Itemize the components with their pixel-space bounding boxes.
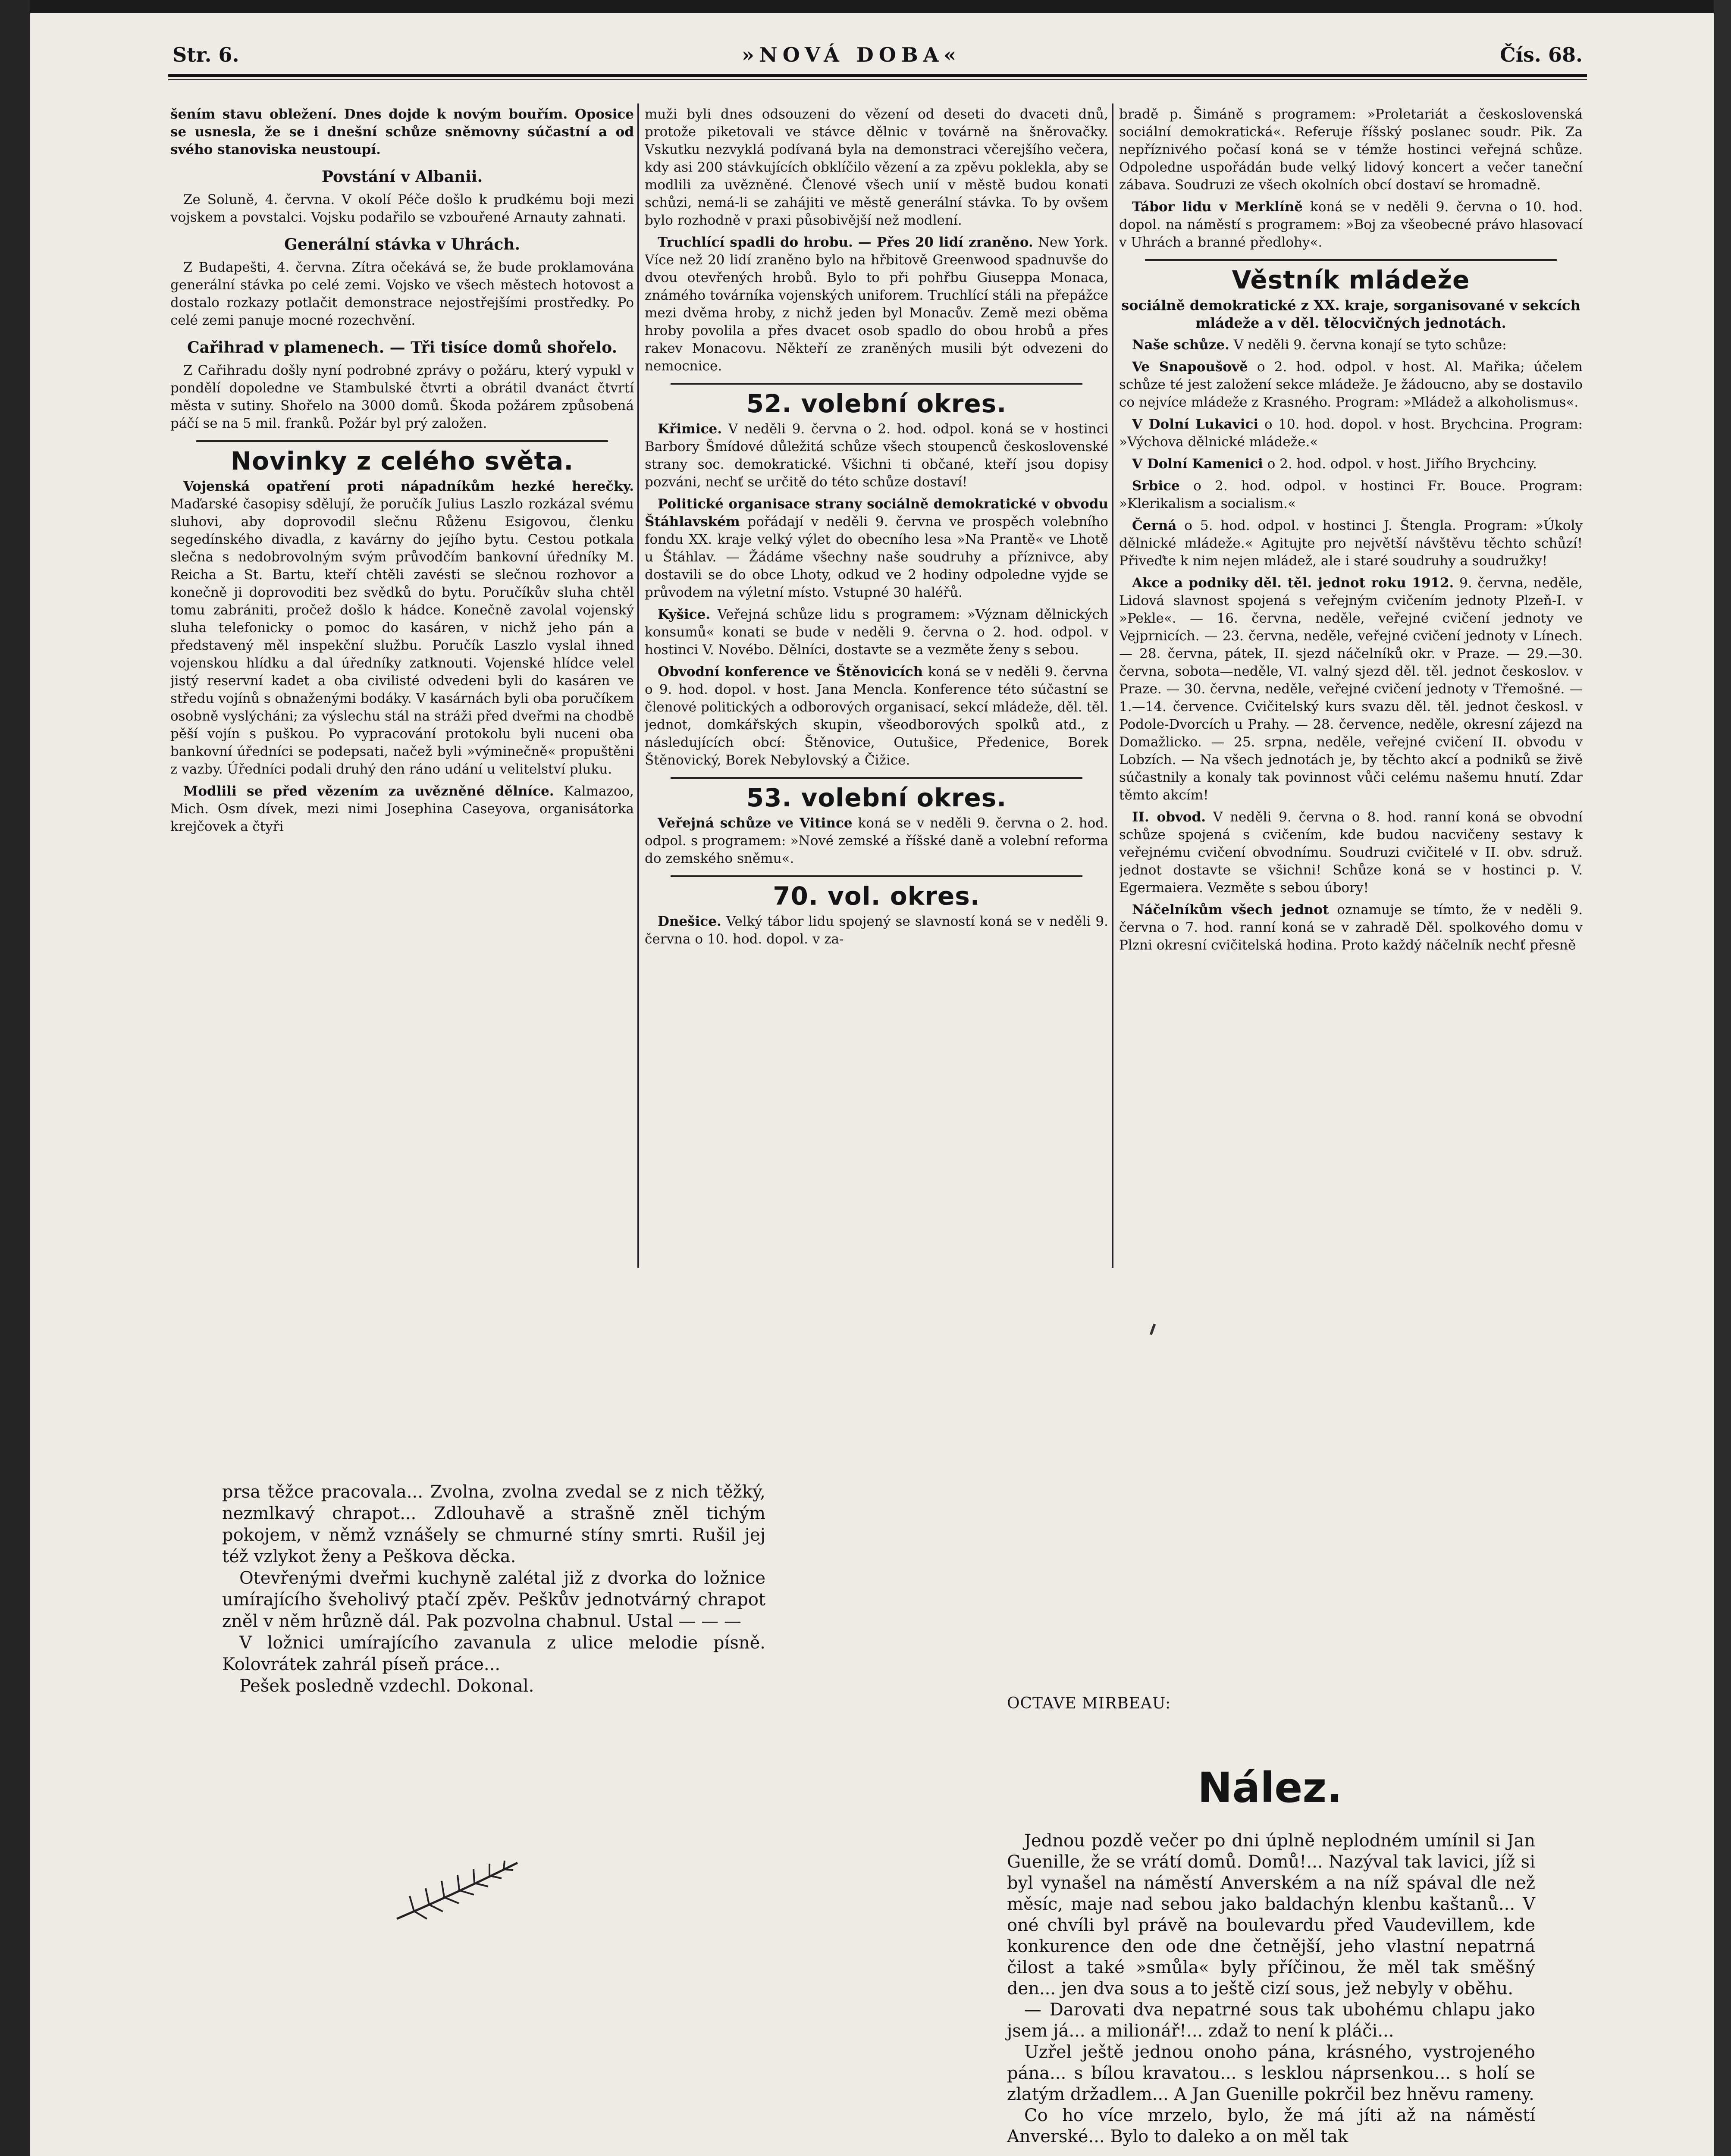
scan-edge-left bbox=[0, 0, 30, 2156]
column-divider-2 bbox=[1112, 103, 1113, 1268]
headline-srbice: Srbice bbox=[1132, 478, 1180, 494]
article-kysice: Veřejná schůze lidu s programem: »Význam dělnických konsumů« konati se bude v neděli 9. června o 2. hod. odpol. v hostinci V. Novébo. Dělníci, dostavte se a vezměte ženy s sebou. bbox=[645, 607, 1108, 658]
headline-carihrad: Cařihrad v plamenech. — Tři tisíce domů shořelo. bbox=[187, 338, 618, 357]
article-albania: Ze Soluně, 4. června. V okolí Péče došlo k prudkému boji mezi vojskem a povstalci. Vojsku podařilo se vzbouřené Arnauty zahnati. bbox=[170, 192, 634, 225]
headline-kysice: Kyšice. bbox=[658, 607, 711, 622]
section-title-okres52: 52. volební okres. bbox=[746, 389, 1007, 418]
column-3 bbox=[1119, 106, 1583, 1270]
article-tabor: koná se v neděli 9. června o 10. hod. dopol. na náměstí s programem: »Boj za všeobecné právo hlasovací v Uhrách a branné předlohy«. bbox=[1119, 199, 1583, 250]
section-title-okres53: 53. volební okres. bbox=[746, 783, 1007, 812]
column-divider-1 bbox=[637, 103, 639, 1268]
headline-nase: Naše schůze. bbox=[1132, 337, 1229, 353]
story-paragraph: prsa těžce pracovala... Zvolna, zvolna zvedal se z nich těžký, nezmlkavý chrapot... Zdlouhavě a strašně zněl tichým pokojem, v němž vznášely se chmurné stíny smrti. Rušil jej též vzlykot ženy a Peškova děcka. bbox=[222, 1482, 765, 1567]
section-rule bbox=[671, 383, 1082, 385]
story-paragraph: Pešek posledně vzdechl. Dokonal. bbox=[239, 1676, 534, 1696]
article-nase: V neděli 9. června konají se tyto schůze: bbox=[1233, 337, 1507, 353]
article-carihrad: Z Cařihradu došly nyní podrobné zprávy o požáru, který vypukl v pondělí dopoledne ve Stambulské čtvrti a obrátil dvanáct čtvrtí města v sutiny. Shořelo na 3000 domů. Škoda požárem způsobená páčí se na 5 mil. franků. Požár byl prý založen. bbox=[170, 363, 634, 431]
section-rule bbox=[671, 875, 1082, 877]
column-1 bbox=[170, 106, 634, 1270]
headline-modlili: Modlili se před vězením za uvězněné dělníce. bbox=[183, 783, 554, 799]
headline-lukavice: V Dolní Lukavici bbox=[1132, 417, 1259, 432]
header-rule-thin bbox=[168, 79, 1587, 80]
story-title: Nález. bbox=[1198, 1764, 1342, 1812]
section-rule bbox=[1145, 259, 1557, 261]
headline-akce: Akce a podniky děl. těl. jednot roku 1912. bbox=[1132, 575, 1454, 591]
article-modlili: Kalmazoo, Mich. Osm dívek, mezi nimi Josephina Caseyova, organisátorka krejčovek a čtyři bbox=[170, 783, 634, 834]
article-kamenice: o 2. hod. odpol. v host. Jiřího Brychciny. bbox=[1267, 456, 1537, 472]
article-muzi: muži byli dnes odsouzeni do vězení od deseti do dvaceti dnů, protože piketovali ve stávce dělnic v továrně na šněrovačky. Vskutku nezvyklá podívaná byla na demonstraci včerejšího večera, kdy asi 200 stávkujících obklíčilo vězení a za zpěvu poklekla, aby se modlili za uvězněné. Členové všech unií v městě budou konati schůzi, nemá-li se zahájiti ve městě generální stávka. To by ovšem bylo rozhodně v praxi působivější než modlení. bbox=[645, 107, 1108, 228]
section-title-novinky: Novinky z celého světa. bbox=[230, 446, 574, 476]
article-obvod: V neděli 9. června o 8. hod. ranní koná se obvodní schůze spojená s cvičením, kde budou nacvičeny sestavy k veřejnému cvičení obvodnímu. Soudruzi cvičitelé v II. obv. sdruž. jednot dostavte se všichni! Schůze koná se v hostinci p. V. Egermaiera. Vezměte s sebou úbory! bbox=[1119, 809, 1583, 896]
article-lukavice: o 10. hod. dopol. v host. Brychcina. Program: »Výchova dělnické mládeže.« bbox=[1119, 417, 1583, 450]
section-title-okres70: 70. vol. okres. bbox=[773, 881, 980, 911]
fern-ornament-icon bbox=[388, 1854, 526, 1932]
article-nacelnikum: oznamuje se tímto, že v neděli 9. června o 7. hod. ranní koná se v zahradě Děl. spolkového domu v Plzni okresní cvičitelská hodina. Proto každý náčelník nechť přesně bbox=[1119, 902, 1583, 953]
headline-tabor: Tábor lidu v Merklíně bbox=[1132, 199, 1303, 215]
scan-edge-top bbox=[0, 0, 1731, 13]
headline-krimice: Křimice. bbox=[658, 421, 722, 437]
section-rule bbox=[671, 777, 1082, 779]
story-paragraph: Jednou pozdě večer po dni úplně neplodném umínil si Jan Guenille, že se vrátí domů. Domů!... Nazýval tak lavici, jíž si byl vynašel na náměstí Anverském a na níž spával dle než měsíc, maje nad sebou jako baldachýn klenbu kaštanů... V oné chvíli byl právě na boulevardu před Vaudevillem, kde konkurence den ode dne četnější, jeho vlastní nepatrná čilost a také »smůla« byly příčinou, že měl tak směšný den... jen dva sous a to ještě cizí sous, jež nebyly v oběhu. bbox=[1007, 1831, 1535, 1999]
headline-nacelnikum: Náčelníkům všech jednot bbox=[1132, 902, 1329, 918]
column-2 bbox=[645, 106, 1108, 1270]
masthead-title: »NOVÁ DOBA« bbox=[742, 43, 962, 66]
headline-vojenske: Vojenská opatření proti nápadníkům hezké herečky. bbox=[183, 479, 634, 494]
page-header bbox=[172, 43, 1583, 73]
headline-truchlici: Truchlící spadli do hrobu. — Přes 20 lidí zraněno. bbox=[658, 235, 1033, 250]
story-paragraph: Co ho více mrzelo, bylo, že má jíti až na náměstí Anverské... Bylo to daleko a on měl tak bbox=[1007, 2106, 1535, 2147]
article-brade: bradě p. Šimáně s programem: »Proletariát a československá sociální demokratická«. Referuje říšský poslanec soudr. Pik. Za nepříznivého počasí koná se v témže hostinci veřejná schůze. Odpoledne uspořádán bude velký lidový koncert a večer taneční zábava. Soudruzi ze všech okolních obcí dostaví se hromadně. bbox=[1119, 107, 1583, 193]
article-vitince: koná se v neděli 9. června o 2. hod. odpol. s programem: »Nové zemské a říšské daně a volební reforma do zemského sněmu«. bbox=[645, 815, 1108, 866]
story-ending bbox=[222, 1481, 765, 1697]
headline-snap: Ve Snapoušově bbox=[1132, 359, 1248, 375]
article-cerna: o 5. hod. odpol. v hostinci J. Štengla. Program: »Úkoly dělnické mládeže.« Agitujte pro největší návštěvu těchto schůzí! Přiveďte k nim nejen mládež, ale i staré soudruhy a soudružky! bbox=[1119, 518, 1583, 569]
article-akce: 9. června, neděle, Lidová slavnost spojená s veřejným cvičením jednoty Plzeň-I. v »Pekle«. — 16. června, neděle, veřejné cvičení jednoty ve Vejprnicích. — 23. června, neděle, veřejné cvičení jednoty v Línech. — 28. června, pátek, II. sjezd náčelníků okr. v Praze. — 29.—30. června, sobota—neděle, VI. valný sjezd děl. těl. jednot českoslov. v Praze. — 30. června, neděle, veřejné cvičení jednoty v Třemošné. — 1.—14. července. Cvičitelský kurs svazu děl. těl. jednot českosl. v Podole-Dvorcích u Prahy. — 28. července, neděle, okresní zájezd na Domažlicko. — 25. srpna, neděle, veřejné cvičení II. obvodu v Lobzích. — Na všech jednotách je, by těchto akcí a podniků se živě súčastnily a konaly tak povinnost vůči celému našemu hnutí. Zdar těmto akcím! bbox=[1119, 575, 1583, 803]
story-paragraph: — Darovati dva nepatrné sous tak ubohému chlapu jako jsem já... a milionář!... zdaž to není k pláči... bbox=[1007, 2000, 1535, 2041]
article-lead: šením stavu obležení. Dnes dojde k novým bouřím. Oposice se usnesla, že se i dnešní schůze sněmovny súčastní a od svého stanoviska neustoupí. bbox=[170, 107, 634, 157]
section-title-vestnik: Věstník mládeže bbox=[1232, 265, 1470, 295]
header-rule bbox=[168, 74, 1587, 77]
article-snap: o 2. hod. odpol. v host. Al. Mařika; účelem schůze té jest založení sekce mládeže. Je žádoucno, aby se dostavilo co nejvíce mládeže z Krasného. Program: »Mládež a alkoholismus«. bbox=[1119, 359, 1583, 410]
story-paragraph: Uzřel ještě jednou onoho pána, krásného, vystrojeného pána... s bílou kravatou... s lesklou náprsenkou... s holí se zlatým držadlem... A Jan Guenille pokrčil bez hněvu rameny. bbox=[1007, 2042, 1535, 2104]
headline-cerna: Černá bbox=[1132, 518, 1177, 533]
page-number-label: Str. 6. bbox=[172, 43, 239, 66]
section-subtitle: sociálně demokratické z XX. kraje, sorganisované v sekcích mládeže a v děl. tělocvičných jednotách. bbox=[1121, 297, 1580, 331]
author-name: OCTAVE MIRBEAU: bbox=[1007, 1695, 1171, 1712]
issue-number-label: Čís. 68. bbox=[1499, 43, 1583, 66]
story-nalez bbox=[1007, 1830, 1535, 2147]
article-truchlici: New York. Více než 20 lidí zraněno bylo na hřbitově Greenwood spadnuvše do dvou otevřených hrobů. Bylo to při pohřbu Giuseppa Monaca, známého továrníka vojenských uniforem. Truchlící stáli na přepážce mezi dvěma hroby, z nichž jeden byl Monacův. Země mezi oběma hroby povolila a přes dvacet osob spadlo do obou hrobů a přes rakev Monacovu. Někteří ze zraněných musili být odvezeni do nemocnice. bbox=[645, 235, 1108, 374]
headline-obvod: II. obvod. bbox=[1132, 809, 1206, 825]
scan-edge-right bbox=[1714, 0, 1731, 2156]
headline-albania: Povstání v Albanii. bbox=[321, 168, 483, 186]
headline-politicke: Politické organisace strany sociálně demokratické v obvodu Štáhlavském bbox=[645, 496, 1108, 530]
section-rule bbox=[196, 440, 608, 442]
story-paragraph: Otevřenými dveřmi kuchyně zalétal již z dvorka do ložnice umírajícího šveholivý ptačí zpěv. Peškův jednotvárný chrapot zněl v něm hrůzně dál. Pak pozvolna chabnul. Ustal — — — bbox=[222, 1568, 765, 1631]
article-vojenske: Maďarské časopisy sdělují, že poručík Julius Laszlo rozkázal svému sluhovi, aby doprovodil slečnu Růženu Esigovou, členku segedínského divadla, z kavárny do jejího bytu. Cestou potkala slečna s nedobrovolným svým průvodčím bankovní úředníky M. Reicha a St. Bartu, kteří chtěli zavésti se slečnou rozhovor a konečně ji doprovoditi bez svědků do bytu. Poručíkův sluha chtěl tomu zabrániti, pročež došlo k hádce. Konečně zavolal vojenský sluha telefonicky o pomoc do kasáren, v nichž jeho pán a představený měl inspekční službu. Poručík Laszlo vyslal ihned vojenskou hlídku a dal úředníky zatknouti. Vojenské hlídce velel jistý reservní kadet a oba civilisté odvedeni byli do kasáren ve středu vojínů s obnaženými bodáky. V kasárnách byli oba poručíkem osobně vyslýcháni; za výslechu stál na stráži před dveřmi na chodbě pěší vojín s puškou. Po vypracování protokolu byli nuceni oba bankovní úředníci se podepsati, načež byli »výminečně« propuštěni z vazby. Úředníci podali druhý den ráno udání u velitelství pluku. bbox=[170, 496, 634, 777]
headline-uhry: Generální stávka v Uhrách. bbox=[284, 235, 520, 254]
article-srbice: o 2. hod. odpol. v hostinci Fr. Bouce. Program: »Klerikalism a socialism.« bbox=[1119, 478, 1583, 511]
article-krimice: V neděli 9. června o 2. hod. odpol. koná se v hostinci Barbory Šmídové důležitá schůze všech stoupenců československé strany soc. demokratické. Všichni ti občané, kteří jsou dopisy pozváni, nechť se určitě do této schůze dostaví! bbox=[645, 421, 1108, 490]
story-paragraph: V ložnici umírajícího zavanula z ulice melodie písně. Kolovrátek zahrál píseň práce... bbox=[222, 1633, 765, 1674]
article-politicke: pořádají v neděli 9. června ve prospěch volebního fondu XX. kraje velký výlet do obecního lesa »Na Prantě« ve Lhotě u Štáhlav. — Žádáme všechny naše soudruhy a příznivce, aby dostavili se do obce Lhoty, odkud ve 2 hodiny odpoledne vyjde se průvodem na výletní místo. Vstupné 30 haléřů. bbox=[645, 514, 1108, 600]
headline-vitince: Veřejná schůze ve Vitince bbox=[658, 815, 853, 831]
article-dnesice: Velký tábor lidu spojený se slavností koná se v neděli 9. června o 10. hod. dopol. v za- bbox=[645, 914, 1108, 947]
ink-speck bbox=[1150, 1324, 1156, 1335]
headline-dnesice: Dnešice. bbox=[658, 914, 721, 929]
headline-kamenice: V Dolní Kamenici bbox=[1132, 456, 1263, 472]
article-obvodni: koná se v neděli 9. června o 9. hod. dopol. v host. Jana Mencla. Konference této súčastní se členové politických a odborových organisací, sekcí mládeže, děl. těl. jednot, domkářských skupin, všeodborových spolků atd., z následujících obcí: Štěnovice, Outušice, Předenice, Borek Štěnovický, Borek Nebylovský a Čižice. bbox=[645, 664, 1108, 768]
headline-obvodni: Obvodní konference ve Štěnovicích bbox=[658, 664, 923, 680]
article-uhry: Z Budapešti, 4. června. Zítra očekává se, že bude proklamována generální stávka po celé zemi. Vojsko ve všech městech hotovost a dostalo rozkazy potlačit demonstrace nejostřejšími prostředky. Po celé zemi panuje mocné rozechvění. bbox=[170, 260, 634, 328]
